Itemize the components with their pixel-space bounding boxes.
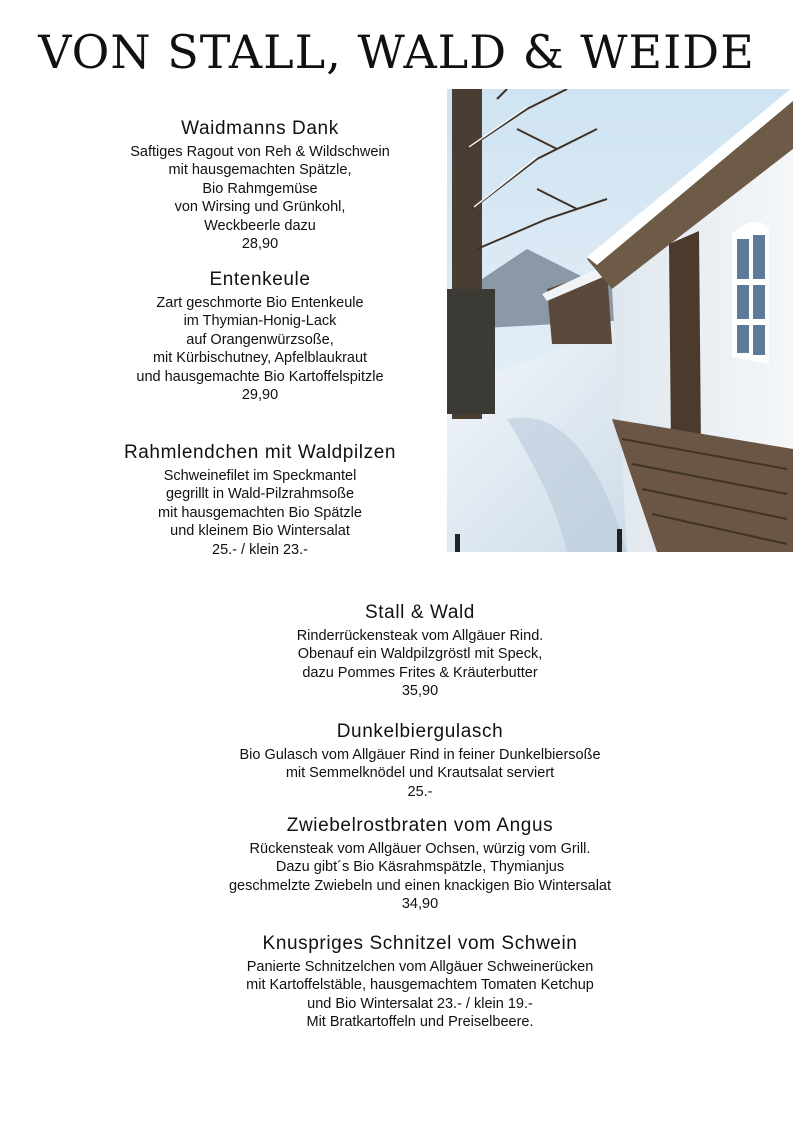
menu-item-schnitzel <box>150 932 690 1032</box>
dish-price: 34,90 <box>401 896 439 913</box>
menu-item-rahmlendchen <box>100 441 420 559</box>
dish-description: Obenauf ein Waldpilzgröstl mit Speck, <box>297 646 543 663</box>
dish-description: mit Semmelknödel und Krautsalat serviert <box>285 765 555 782</box>
snowy-farmhouse-photo <box>447 89 793 552</box>
dish-description: Weckbeerle dazu <box>204 217 316 234</box>
dish-description: mit hausgemachten Spätzle, <box>168 162 352 179</box>
dish-description: Rinderrückensteak vom Allgäuer Rind. <box>296 628 544 644</box>
dish-description: Mit Bratkartoffeln und Preiselbeere. <box>306 1014 534 1031</box>
dish-name: Rahmlendchen mit Waldpilzen <box>123 442 397 463</box>
dish-name: Zwiebelrostbraten vom Angus <box>286 815 554 836</box>
dish-description: gegrillt in Wald-Pilzrahmsoße <box>165 486 355 503</box>
dish-description: im Thymian-Honig-Lack <box>183 313 337 330</box>
menu-item-stall-wald <box>150 601 690 701</box>
dish-description: und Bio Wintersalat 23.- / klein 19.- <box>307 995 533 1012</box>
dish-price: 29,90 <box>241 387 279 404</box>
dish-description: dazu Pommes Frites & Kräuterbutter <box>302 664 538 681</box>
page-title: VON STALL, WALD & WEIDE <box>38 25 755 79</box>
dish-description: auf Orangenwürzsoße, <box>186 331 334 348</box>
menu-item-waidmanns-dank <box>100 117 420 253</box>
dish-description: Schweinefilet im Speckmantel <box>163 468 357 484</box>
dish-price: 25.- / klein 23.- <box>212 541 308 558</box>
dish-description: Panierte Schnitzelchen vom Allgäuer Schweinerücken <box>246 959 594 975</box>
dish-name: Stall & Wald <box>365 602 475 623</box>
menu-item-entenkeule <box>100 268 420 404</box>
menu-item-zwiebelrostbraten <box>150 814 690 914</box>
dish-description: Bio Rahmgemüse <box>202 180 318 197</box>
dish-description: geschmelzte Zwiebeln und einen knackigen Bio Wintersalat <box>228 877 612 894</box>
dish-price: 28,90 <box>241 236 279 253</box>
dish-description: von Wirsing und Grünkohl, <box>174 199 346 216</box>
dish-description: Zart geschmorte Bio Entenkeule <box>156 295 364 311</box>
dish-description: und hausgemachte Bio Kartoffelspitzle <box>136 368 384 385</box>
dish-description: mit hausgemachten Bio Spätzle <box>158 504 362 521</box>
dish-description: Dazu gibt´s Bio Käsrahmspätzle, Thymianjus <box>275 859 565 876</box>
dish-description: und kleinem Bio Wintersalat <box>170 523 350 540</box>
dish-description: Saftiges Ragout von Reh & Wildschwein <box>130 144 390 160</box>
dish-description: mit Kürbischutney, Apfelblaukraut <box>152 350 368 367</box>
dish-name: Knuspriges Schnitzel vom Schwein <box>262 933 578 954</box>
menu-item-dunkelbiergulasch <box>150 720 690 801</box>
dish-description: Rückensteak vom Allgäuer Ochsen, würzig vom Grill. <box>249 841 591 857</box>
dish-description: Bio Gulasch vom Allgäuer Rind in feiner Dunkelbiersoße <box>239 747 601 763</box>
dish-price: 25.- <box>407 783 433 800</box>
dish-name: Dunkelbiergulasch <box>336 721 504 742</box>
dish-name: Waidmanns Dank <box>181 118 339 139</box>
dish-price: 35,90 <box>401 683 439 700</box>
dish-name: Entenkeule <box>209 269 311 290</box>
dish-description: mit Kartoffelstäble, hausgemachtem Tomaten Ketchup <box>246 977 594 994</box>
